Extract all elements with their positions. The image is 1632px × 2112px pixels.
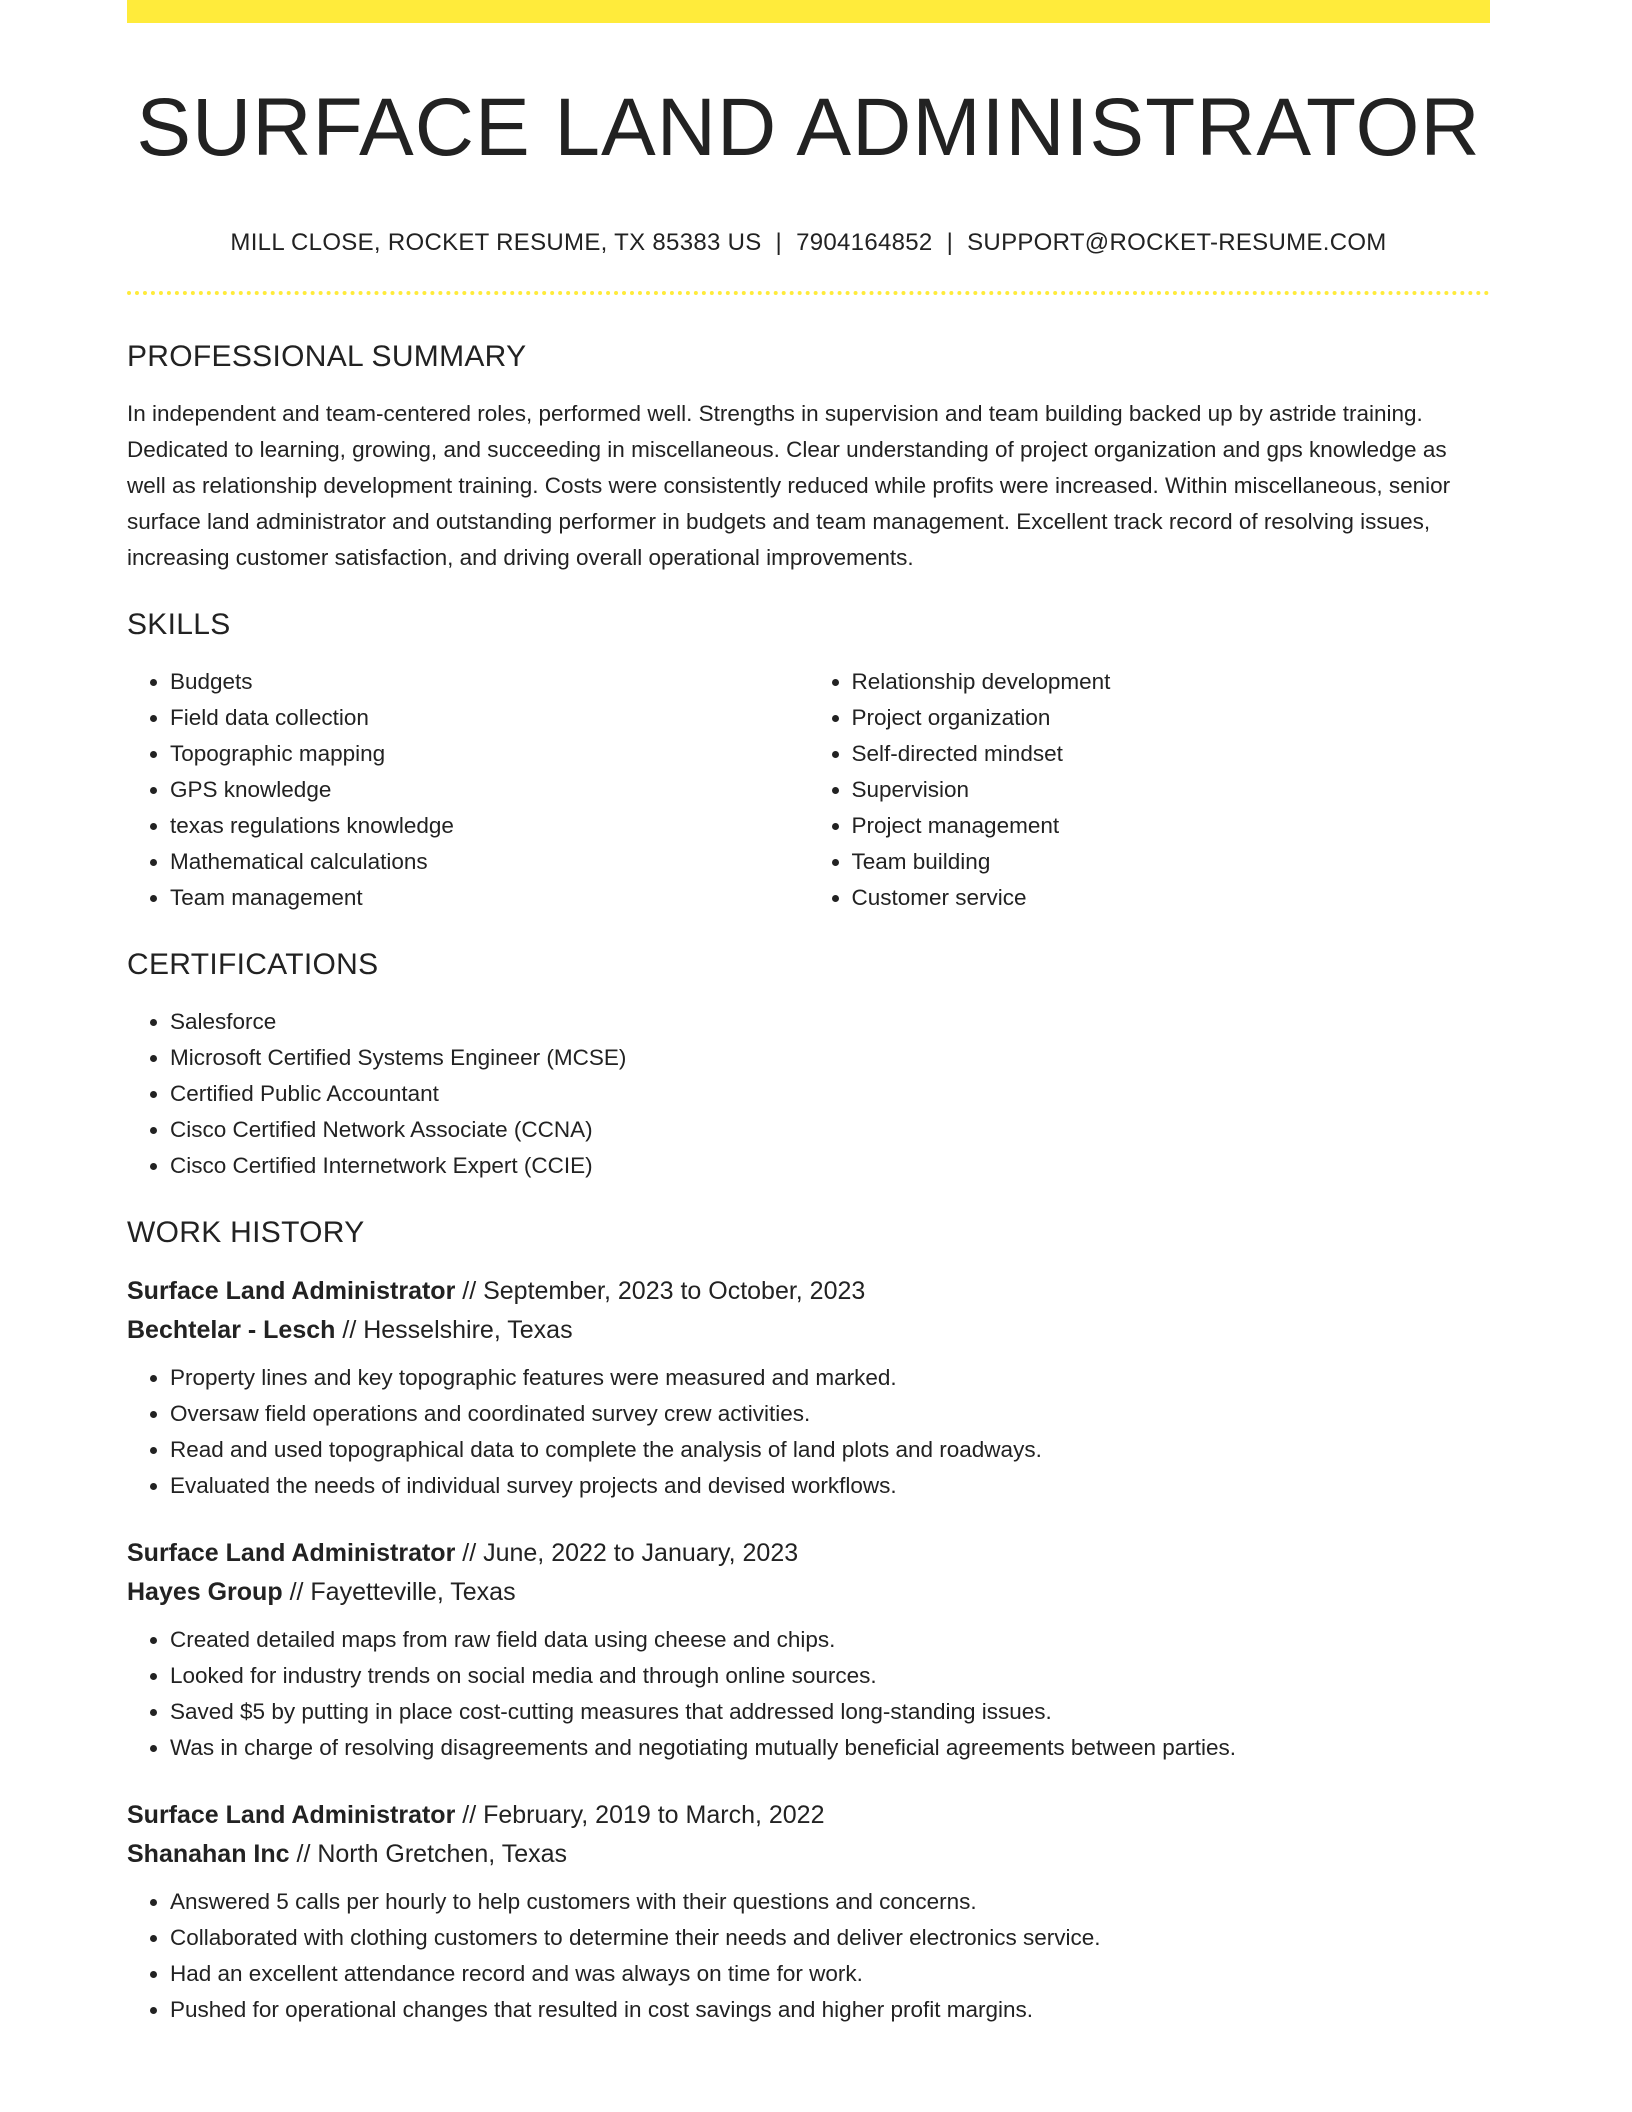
job-role: Surface Land Administrator xyxy=(127,1539,456,1568)
job-bullet: • Was in charge of resolving disagreements and negotiating mutually beneficial agreements between parties. xyxy=(170,1730,1490,1766)
certification-item: • Salesforce xyxy=(170,1004,1490,1040)
job-title-line xyxy=(127,1796,1490,1835)
skill-item: • Relationship development xyxy=(852,664,1491,700)
job-bullet: • Created detailed maps from raw field data using cheese and chips. xyxy=(170,1622,1490,1658)
job-bullets xyxy=(127,1884,1490,2028)
job-role: Surface Land Administrator xyxy=(127,1801,456,1830)
certification-item: • Cisco Certified Internetwork Expert (CCIE) xyxy=(170,1148,1490,1184)
job-bullet: • Collaborated with clothing customers to determine their needs and deliver electronics service. xyxy=(170,1920,1490,1956)
skill-item: • Mathematical calculations xyxy=(170,844,809,880)
skills-heading: SKILLS xyxy=(127,608,231,642)
contact-address: MILL CLOSE, ROCKET RESUME, TX 85383 US xyxy=(230,229,762,257)
job-title-line xyxy=(127,1272,1490,1311)
certification-item: • Microsoft Certified Systems Engineer (MCSE) xyxy=(170,1040,1490,1076)
work-history-heading: WORK HISTORY xyxy=(127,1216,365,1250)
skill-item: • texas regulations knowledge xyxy=(170,808,809,844)
job-dates: // February, 2019 to March, 2022 xyxy=(462,1801,825,1830)
job-company-line xyxy=(127,1311,1490,1350)
skills-list-right xyxy=(809,664,1491,916)
job-company: Hayes Group xyxy=(127,1578,283,1607)
skill-item: • Supervision xyxy=(852,772,1491,808)
skill-item: • Field data collection xyxy=(170,700,809,736)
skill-item: • Customer service xyxy=(852,880,1491,916)
top-accent-bar xyxy=(127,0,1490,23)
job-company-line xyxy=(127,1835,1490,1874)
job-bullet: • Looked for industry trends on social media and through online sources. xyxy=(170,1658,1490,1694)
certifications-heading: CERTIFICATIONS xyxy=(127,948,379,982)
skill-item: • Project management xyxy=(852,808,1491,844)
contact-separator: | xyxy=(946,229,954,257)
job-bullet: • Pushed for operational changes that resulted in cost savings and higher profit margins. xyxy=(170,1992,1490,2028)
skill-item: • Project organization xyxy=(852,700,1491,736)
job-company-line xyxy=(127,1573,1490,1612)
resume-name: SURFACE LAND ADMINISTRATOR xyxy=(136,82,1481,173)
contact-phone: 7904164852 xyxy=(796,229,933,257)
job-bullet: • Property lines and key topographic features were measured and marked. xyxy=(170,1360,1490,1396)
skill-item: • GPS knowledge xyxy=(170,772,809,808)
certification-item: • Certified Public Accountant xyxy=(170,1076,1490,1112)
job-bullet: • Oversaw field operations and coordinated survey crew activities. xyxy=(170,1396,1490,1432)
job-dates: // June, 2022 to January, 2023 xyxy=(462,1539,799,1568)
job-location: // North Gretchen, Texas xyxy=(296,1840,567,1869)
job-role: Surface Land Administrator xyxy=(127,1277,456,1306)
job-location: // Fayetteville, Texas xyxy=(289,1578,516,1607)
contact-separator: | xyxy=(775,229,783,257)
resume-page xyxy=(127,0,1490,2028)
summary-heading: PROFESSIONAL SUMMARY xyxy=(127,340,527,374)
job-company: Shanahan Inc xyxy=(127,1840,290,1869)
job-bullet: • Had an excellent attendance record and was always on time for work. xyxy=(170,1956,1490,1992)
certifications-list xyxy=(127,1004,1490,1184)
job-bullets xyxy=(127,1622,1490,1766)
job-dates: // September, 2023 to October, 2023 xyxy=(462,1277,866,1306)
job-location: // Hesselshire, Texas xyxy=(342,1316,573,1345)
job-bullet: • Read and used topographical data to complete the analysis of land plots and roadways. xyxy=(170,1432,1490,1468)
skill-item: • Team management xyxy=(170,880,809,916)
skills-columns xyxy=(127,664,1490,916)
contact-email: SUPPORT@ROCKET-RESUME.COM xyxy=(967,229,1387,257)
job-entry xyxy=(127,1534,1490,1766)
job-bullet: • Answered 5 calls per hourly to help customers with their questions and concerns. xyxy=(170,1884,1490,1920)
job-bullet: • Evaluated the needs of individual survey projects and devised workflows. xyxy=(170,1468,1490,1504)
skill-item: • Team building xyxy=(852,844,1491,880)
skill-item: • Topographic mapping xyxy=(170,736,809,772)
certification-item: • Cisco Certified Network Associate (CCNA) xyxy=(170,1112,1490,1148)
skill-item: • Budgets xyxy=(170,664,809,700)
job-entry xyxy=(127,1272,1490,1504)
job-bullet: • Saved $5 by putting in place cost-cutting measures that addressed long-standing issues. xyxy=(170,1694,1490,1730)
skills-list-left xyxy=(127,664,809,916)
job-title-line xyxy=(127,1534,1490,1573)
skill-item: • Self-directed mindset xyxy=(852,736,1491,772)
job-company: Bechtelar - Lesch xyxy=(127,1316,336,1345)
summary-text: In independent and team-centered roles, performed well. Strengths in supervision and team building backed up by astride training. Dedicated to learning, growing, and succeeding in miscellaneous. Clear understanding of project organization and gps knowledge as well as relationship development training. Costs were consistently reduced while profits were increased. Within miscellaneous, senior surface land administrator and outstanding performer in budgets and team management. Excellent track record of resolving issues, increasing customer satisfaction, and driving overall operational improvements. xyxy=(127,401,1451,571)
job-bullets xyxy=(127,1360,1490,1504)
contact-line xyxy=(127,229,1490,257)
job-entry xyxy=(127,1796,1490,2028)
dotted-divider xyxy=(127,291,1490,295)
